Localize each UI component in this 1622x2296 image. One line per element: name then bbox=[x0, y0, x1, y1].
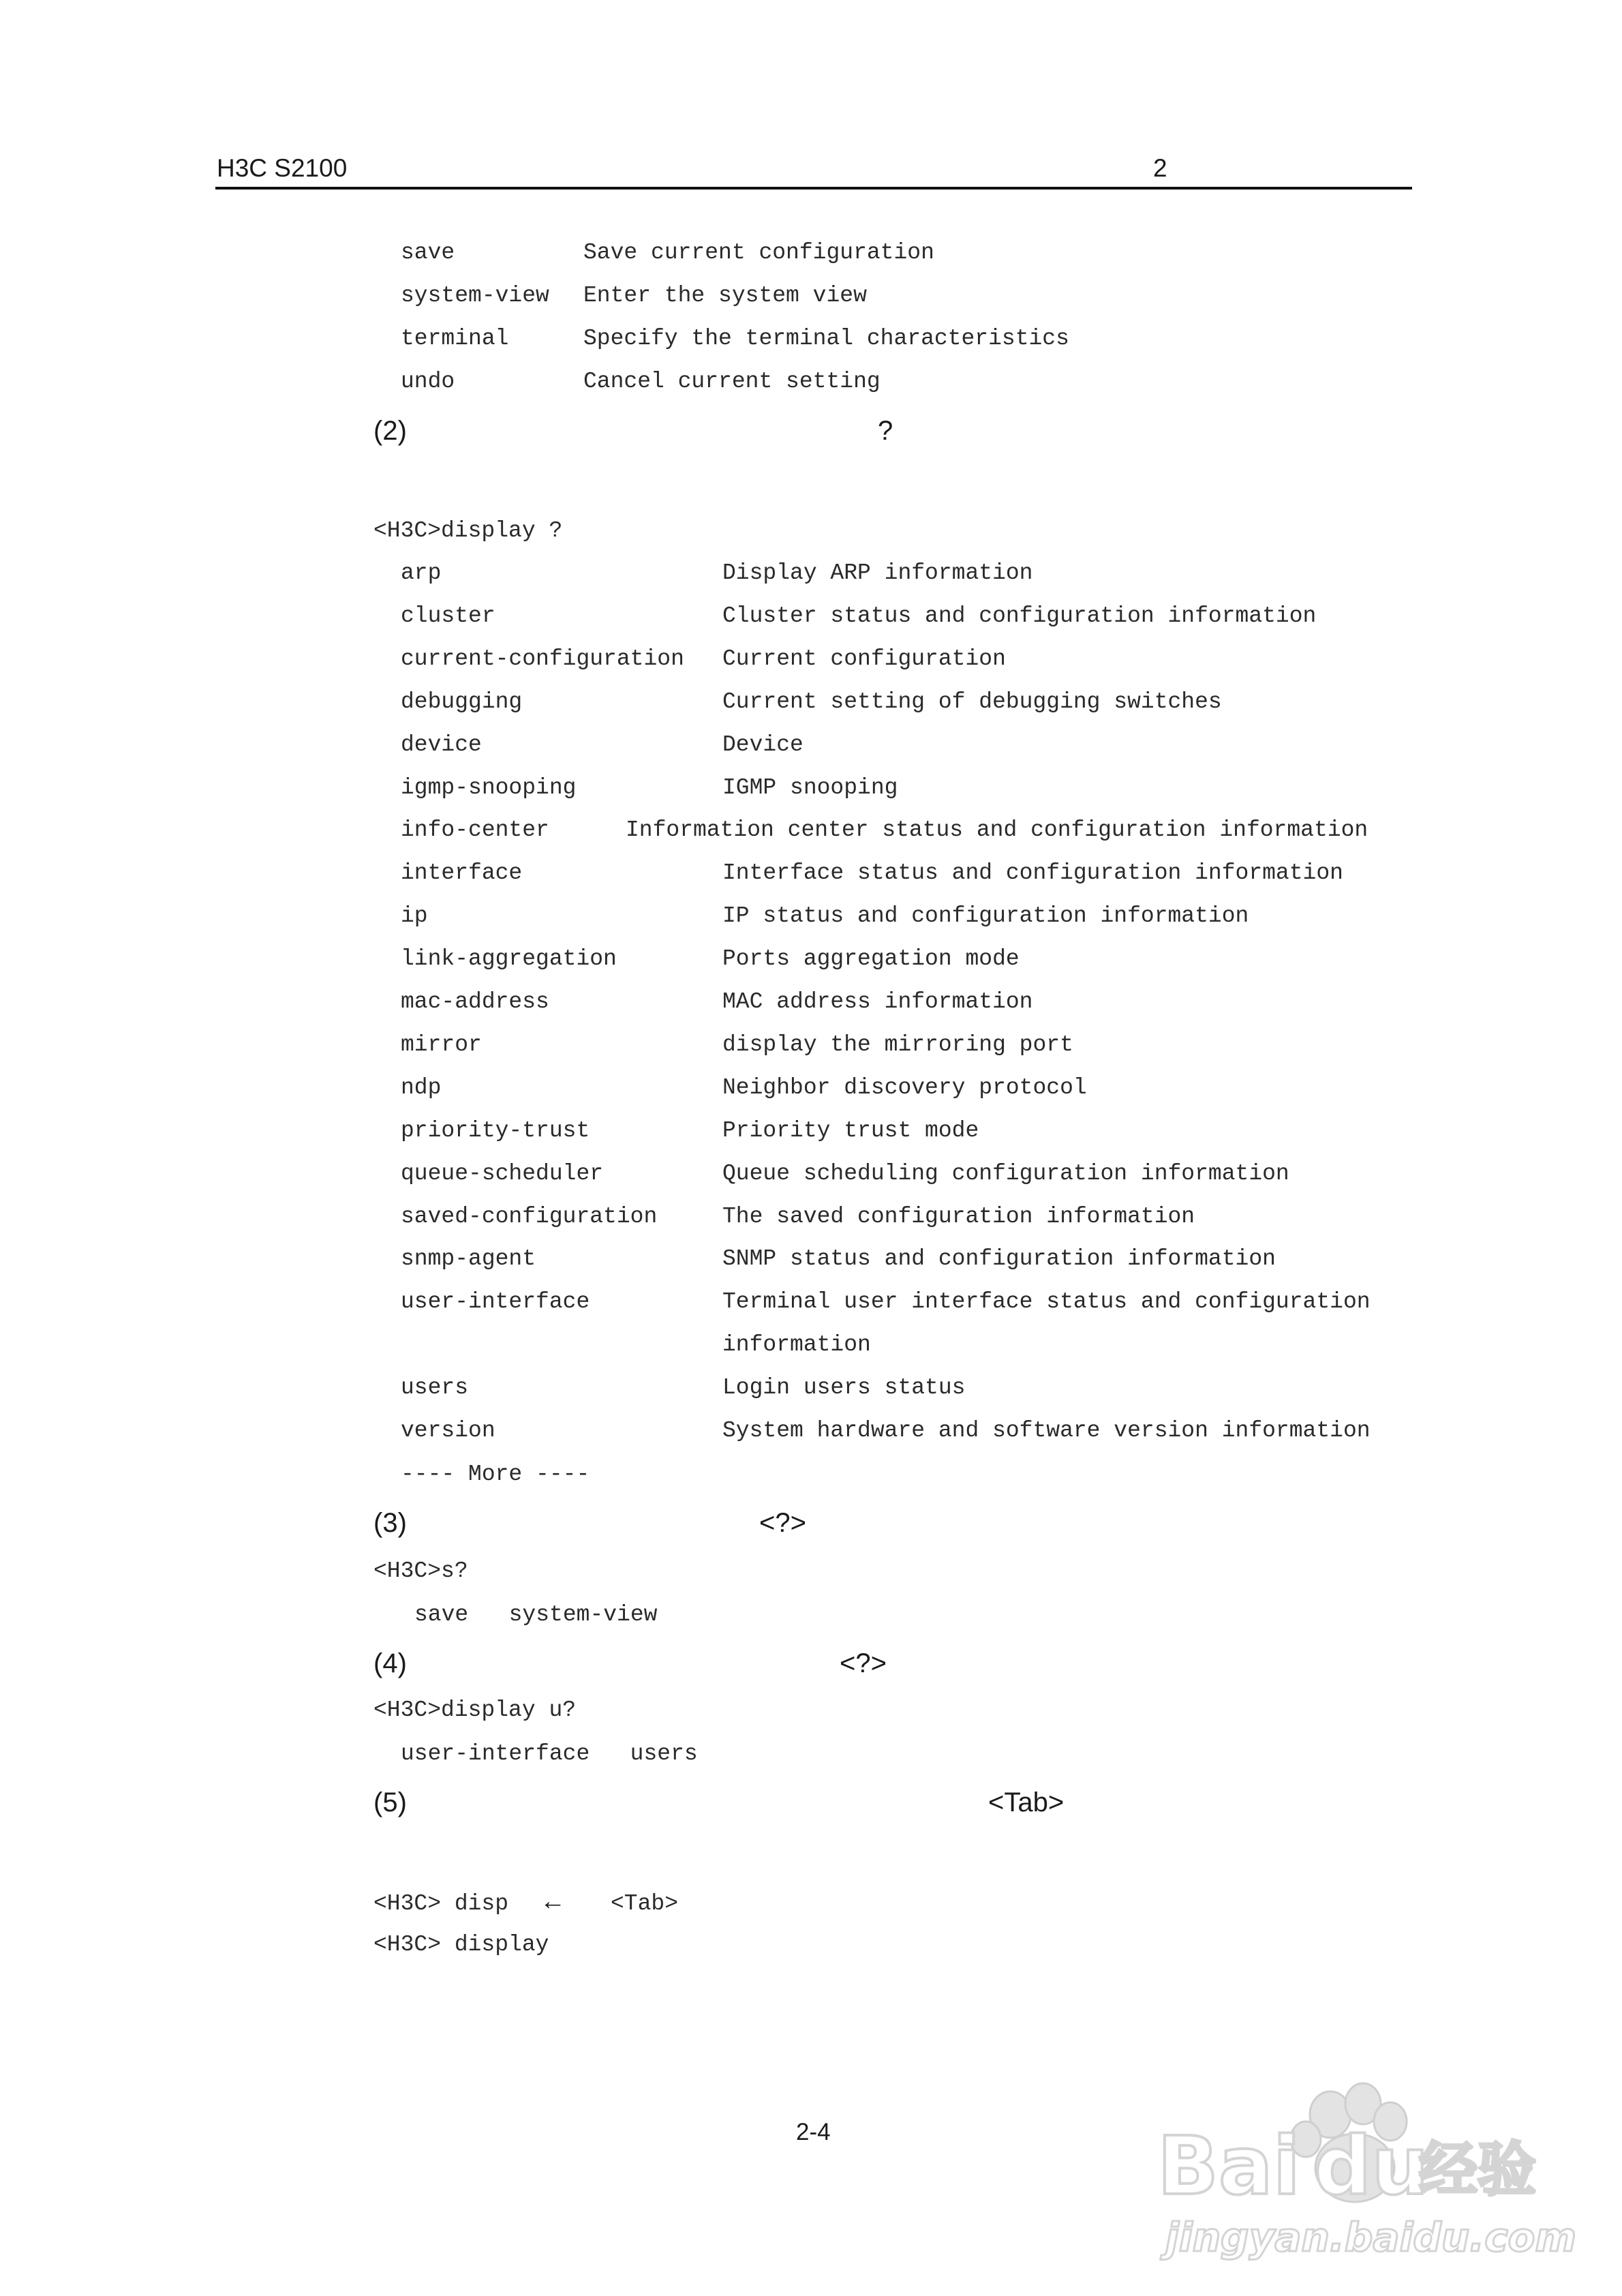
step-3-label: (3) bbox=[373, 1508, 407, 1538]
baidu-jingyan-watermark-logo bbox=[1152, 2066, 1576, 2270]
system-cmd-save-desc: Save current configuration bbox=[583, 240, 934, 265]
step-3-symbol: <?> bbox=[759, 1508, 806, 1538]
display-cmd-priority-trust: priority-trust bbox=[401, 1117, 590, 1143]
step-5-line2: <H3C> display bbox=[373, 1932, 549, 1957]
display-cmd-current-configuration: current-configuration bbox=[401, 646, 684, 671]
display-cmd-desc: display the mirroring port bbox=[722, 1031, 1073, 1057]
step-5-label: (5) bbox=[373, 1787, 407, 1817]
display-cmd-desc: information bbox=[722, 1332, 871, 1358]
svg-text:Bai: Bai bbox=[1157, 2119, 1301, 2213]
display-cmd-cluster: cluster bbox=[401, 603, 495, 629]
display-cmd-info-center: info-center bbox=[401, 817, 549, 843]
system-cmd-undo-desc: Cancel current setting bbox=[583, 369, 881, 394]
display-cmd-mac-address: mac-address bbox=[401, 989, 549, 1014]
step-4-result: user-interface users bbox=[401, 1741, 698, 1766]
step-5-symbol: <Tab> bbox=[988, 1787, 1065, 1817]
display-cmd-desc: Login users status bbox=[722, 1375, 966, 1401]
left-arrow-icon: ← bbox=[540, 1887, 566, 1916]
header-rule bbox=[215, 187, 1412, 190]
display-cmd-mirror: mirror bbox=[401, 1031, 482, 1057]
system-cmd-save: save bbox=[401, 240, 455, 265]
display-cmd-desc: IP status and configuration information bbox=[722, 903, 1249, 929]
display-cmd-interface: interface bbox=[401, 860, 523, 886]
display-cmd-desc: Device bbox=[722, 731, 804, 757]
display-cmd-debugging: debugging bbox=[401, 689, 523, 714]
system-cmd-system-view: system-view bbox=[401, 283, 549, 308]
system-cmd-terminal-desc: Specify the terminal characteristics bbox=[583, 326, 1069, 351]
step-5-line1-prompt: <H3C> disp bbox=[373, 1891, 509, 1916]
svg-text:du: du bbox=[1314, 2119, 1429, 2213]
display-cmd-desc: Ports aggregation mode bbox=[722, 946, 1020, 972]
step-2-symbol: ? bbox=[878, 416, 893, 446]
display-cmd-desc: IGMP snooping bbox=[722, 774, 898, 800]
display-cmd-saved-configuration: saved-configuration bbox=[401, 1203, 658, 1229]
svg-text:经验: 经验 bbox=[1419, 2136, 1536, 2204]
display-cmd-desc: The saved configuration information bbox=[722, 1203, 1195, 1229]
display-cmd-arp: arp bbox=[401, 560, 442, 586]
display-cmd-desc: Information center status and configuration information bbox=[626, 817, 1368, 843]
display-cmd-desc: Neighbor discovery protocol bbox=[722, 1074, 1087, 1100]
display-cmd-desc: Terminal user interface status and configuration bbox=[722, 1289, 1371, 1315]
display-cmd-desc: Priority trust mode bbox=[722, 1117, 979, 1143]
display-cmd-queue-scheduler: queue-scheduler bbox=[401, 1160, 604, 1186]
step-3-result: save system-view bbox=[414, 1602, 658, 1627]
display-cmd-ip: ip bbox=[401, 903, 428, 929]
display-cmd-igmp-snooping: igmp-snooping bbox=[401, 774, 577, 800]
display-cmd-desc: MAC address information bbox=[722, 989, 1033, 1014]
step-4-label: (4) bbox=[373, 1648, 407, 1678]
display-cmd-desc: Display ARP information bbox=[722, 560, 1033, 586]
display-prompt: <H3C>display ? bbox=[373, 518, 563, 543]
header-chapter: 2 bbox=[1153, 154, 1167, 182]
display-cmd-desc: Current configuration bbox=[722, 646, 1006, 671]
display-cmd-ndp: ndp bbox=[401, 1074, 442, 1100]
footer-page-number: 2-4 bbox=[796, 2119, 831, 2145]
display-cmd-desc: Cluster status and configuration information bbox=[722, 603, 1317, 629]
system-cmd-undo: undo bbox=[401, 369, 455, 394]
display-cmd-snmp-agent: snmp-agent bbox=[401, 1246, 536, 1272]
system-cmd-terminal: terminal bbox=[401, 326, 509, 351]
display-cmd-desc: System hardware and software version information bbox=[722, 1418, 1371, 1443]
display-cmd-users: users bbox=[401, 1375, 469, 1401]
step-2-label: (2) bbox=[373, 416, 407, 446]
step-5-line1-key: <Tab> bbox=[611, 1891, 679, 1916]
display-cmd-link-aggregation: link-aggregation bbox=[401, 946, 617, 972]
display-cmd-desc: Current setting of debugging switches bbox=[722, 689, 1222, 714]
step-4-prompt: <H3C>display u? bbox=[373, 1697, 577, 1723]
display-cmd-user-interface: user-interface bbox=[401, 1289, 590, 1315]
display-cmd-desc: Interface status and configuration information bbox=[722, 860, 1343, 886]
display-cmd-desc: Queue scheduling configuration information bbox=[722, 1160, 1289, 1186]
svg-text:jingyan.baidu.com: jingyan.baidu.com bbox=[1165, 2214, 1576, 2261]
display-cmd-desc: SNMP status and configuration information bbox=[722, 1246, 1276, 1272]
header-product: H3C S2100 bbox=[217, 154, 348, 182]
step-3-prompt: <H3C>s? bbox=[373, 1558, 468, 1584]
display-cmd-device: device bbox=[401, 731, 482, 757]
more-prompt: ---- More ---- bbox=[401, 1462, 590, 1487]
display-cmd-version: version bbox=[401, 1418, 495, 1443]
step-4-symbol: <?> bbox=[840, 1648, 887, 1678]
system-cmd-system-view-desc: Enter the system view bbox=[583, 283, 867, 308]
